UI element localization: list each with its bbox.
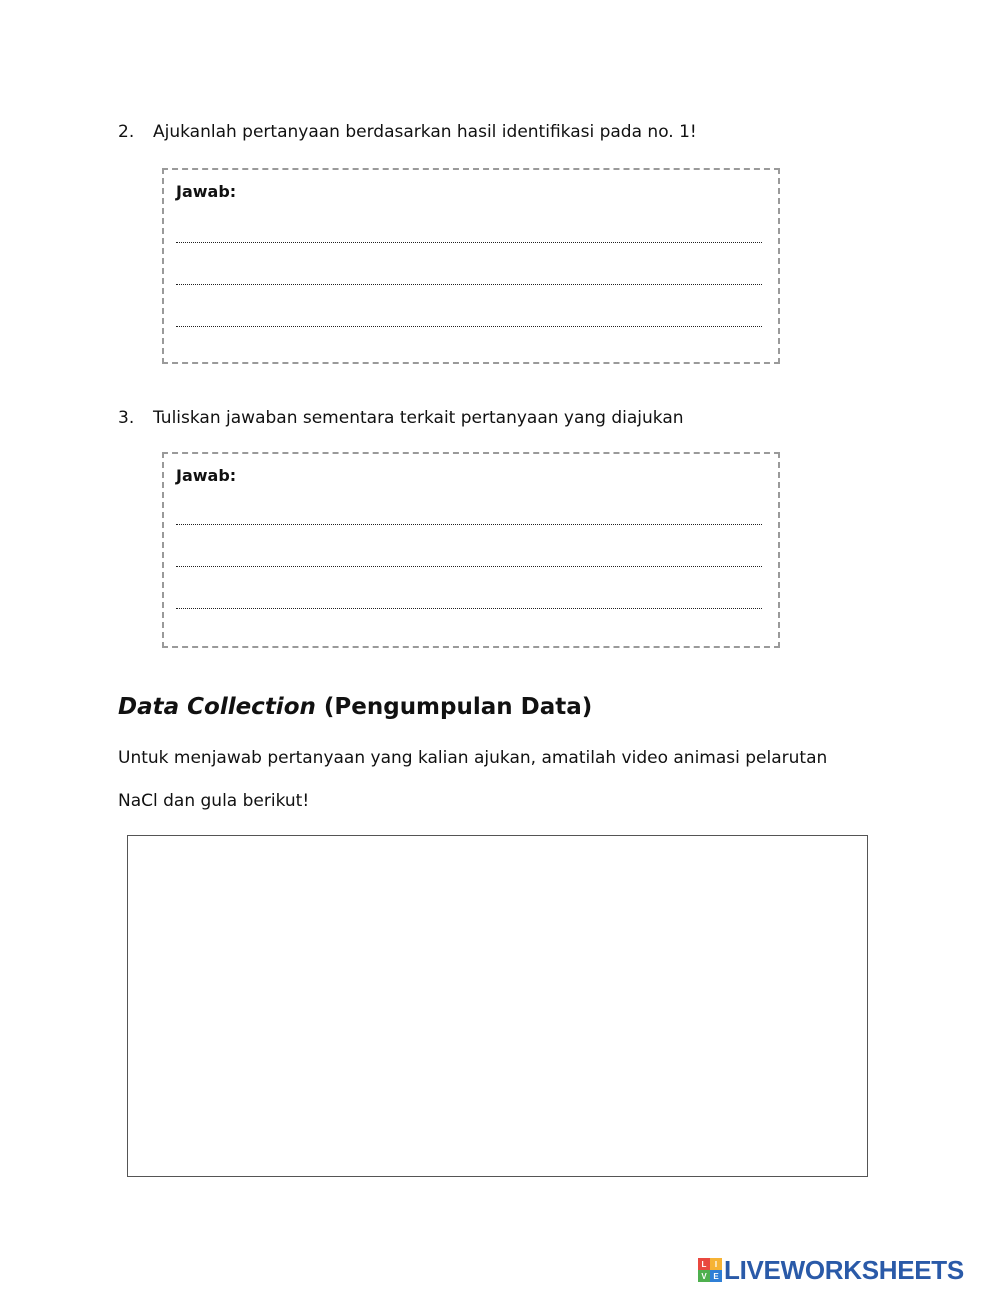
answer-label-2: Jawab: <box>176 182 237 201</box>
instruction-line-2: NaCl dan gula berikut! <box>118 791 310 811</box>
section-heading-rest: (Pengumpulan Data) <box>315 694 593 720</box>
answer-line[interactable] <box>176 524 762 525</box>
section-heading-italic: Data Collection <box>118 694 316 720</box>
question-2-number: 2. <box>118 122 135 142</box>
answer-line[interactable] <box>176 242 762 243</box>
question-3-number: 3. <box>118 408 135 428</box>
video-frame[interactable] <box>127 835 868 1177</box>
section-heading <box>118 694 592 720</box>
answer-line[interactable] <box>176 284 762 285</box>
instruction-line-1: Untuk menjawab pertanyaan yang kalian ajukan, amatilah video animasi pelarutan <box>118 748 828 768</box>
question-3-text: Tuliskan jawaban sementara terkait pertanyaan yang diajukan <box>153 408 684 428</box>
answer-box-2[interactable] <box>162 168 780 364</box>
answer-line[interactable] <box>176 608 762 609</box>
liveworksheets-badge-icon: L I V E <box>698 1258 722 1282</box>
answer-box-3[interactable] <box>162 452 780 648</box>
question-2-text: Ajukanlah pertanyaan berdasarkan hasil identifikasi pada no. 1! <box>153 122 697 142</box>
answer-line[interactable] <box>176 566 762 567</box>
answer-label-3: Jawab: <box>176 466 237 485</box>
answer-line[interactable] <box>176 326 762 327</box>
liveworksheets-logo <box>698 1255 998 1285</box>
brand-name: LIVEWORKSHEETS <box>724 1254 964 1285</box>
